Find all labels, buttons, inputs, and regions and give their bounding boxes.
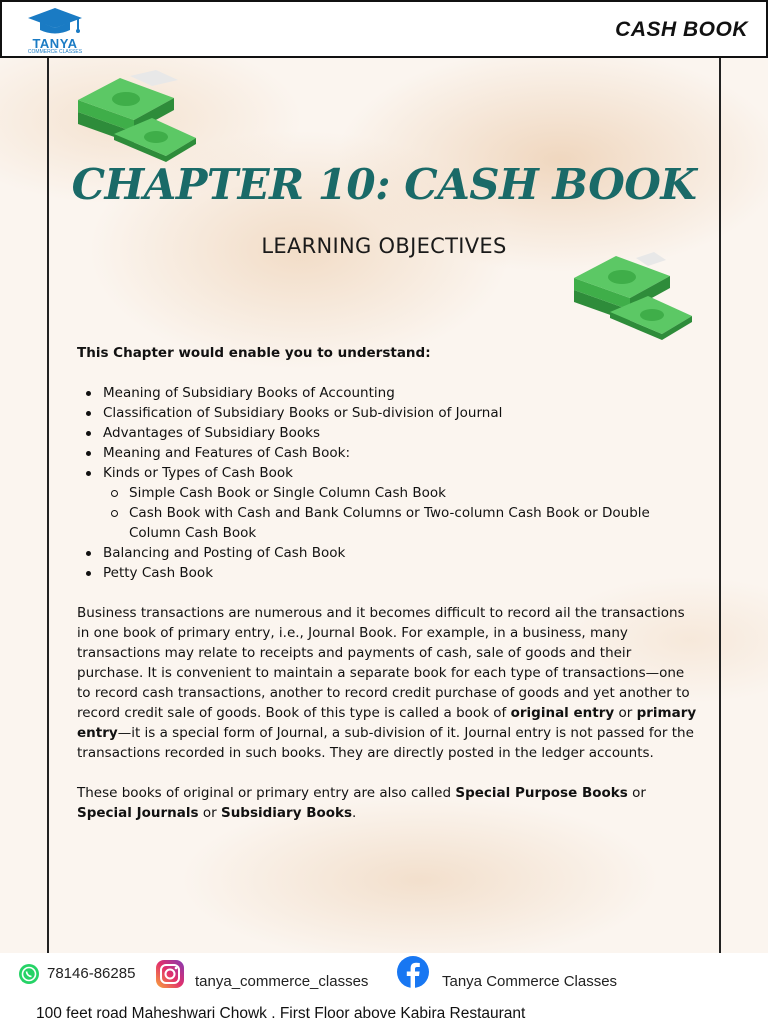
bold-term: original entry	[510, 705, 615, 721]
paragraph-special-books	[77, 783, 699, 823]
cash-stack-icon	[570, 248, 694, 340]
list-item-with-sublist	[77, 463, 699, 543]
paragraph-text: Business transactions are numerous and it becomes difficult to record ail the transactions in one book of primary entry, i.e., Journal Book. For example, in a business, many transactions may relate to receipts and payments of cash, sale of goods and their purchase. It is convenient to maintain a separate book for each type of transactions—one to record cash transactions, another to record credit purchase of goods and yet another to record credit sale of goods. Book of this type is called a book of	[77, 605, 690, 721]
phone-number[interactable]: 78146-86285	[47, 965, 136, 982]
logo-subtitle: COMMERCE CLASSES	[27, 49, 83, 55]
learning-objectives-heading: LEARNING OBJECTIVES	[261, 234, 507, 258]
list-item: Meaning and Features of Cash Book:	[77, 443, 699, 463]
bold-term: primary entry	[77, 705, 697, 741]
instagram-icon[interactable]	[154, 958, 186, 990]
list-item-label: Kinds or Types of Cash Book	[103, 465, 293, 481]
paragraph-text: —it is a special form of Journal, a sub-division of it. Journal entry is not passed for the transactions recorded in such books. They are directly posted in the ledger accounts.	[77, 725, 694, 761]
sub-list-item: Simple Cash Book or Single Column Cash Book	[103, 483, 699, 503]
paragraph-text: .	[352, 805, 357, 821]
logo	[24, 6, 86, 56]
objectives-list	[77, 383, 699, 583]
bold-term: Special Journals	[77, 805, 199, 821]
bold-term: Subsidiary Books	[220, 805, 353, 821]
list-item: Advantages of Subsidiary Books	[77, 423, 699, 443]
facebook-icon[interactable]	[396, 955, 430, 989]
list-item: Meaning of Subsidiary Books of Accounting	[77, 383, 699, 403]
facebook-page[interactable]: Tanya Commerce Classes	[442, 973, 618, 990]
graduation-cap-icon	[24, 6, 86, 38]
paragraph-subsidiary-books	[77, 603, 699, 763]
logo-name: TANYA	[32, 36, 78, 51]
page-footer	[0, 953, 768, 1024]
list-item: Petty Cash Book	[77, 563, 699, 583]
paragraph-text: or	[614, 705, 637, 721]
paragraph-text: or	[198, 805, 221, 821]
cash-stack-icon	[74, 70, 198, 162]
intro-text: This Chapter would enable you to understand:	[77, 345, 431, 361]
address: 100 feet road Maheshwari Chowk . First Floor above Kabira Restaurant	[36, 1005, 526, 1022]
chapter-title: CHAPTER 10: CASH BOOK	[71, 160, 697, 209]
paragraph-text: or	[627, 785, 646, 801]
instagram-handle[interactable]: tanya_commerce_classes	[195, 973, 369, 990]
list-item: Classification of Subsidiary Books or Sub-division of Journal	[77, 403, 699, 423]
header-title: CASH BOOK	[615, 18, 748, 41]
paragraph-text: These books of original or primary entry are also called	[77, 785, 456, 801]
page-header	[0, 0, 768, 58]
sub-list-item: Cash Book with Cash and Bank Columns or Two-column Cash Book or Double Column Cash Book	[103, 503, 699, 543]
main-content	[77, 343, 699, 843]
list-item: Balancing and Posting of Cash Book	[77, 543, 699, 563]
sub-list	[103, 483, 699, 543]
whatsapp-icon[interactable]	[18, 963, 40, 985]
bold-term: Special Purpose Books	[455, 785, 628, 801]
